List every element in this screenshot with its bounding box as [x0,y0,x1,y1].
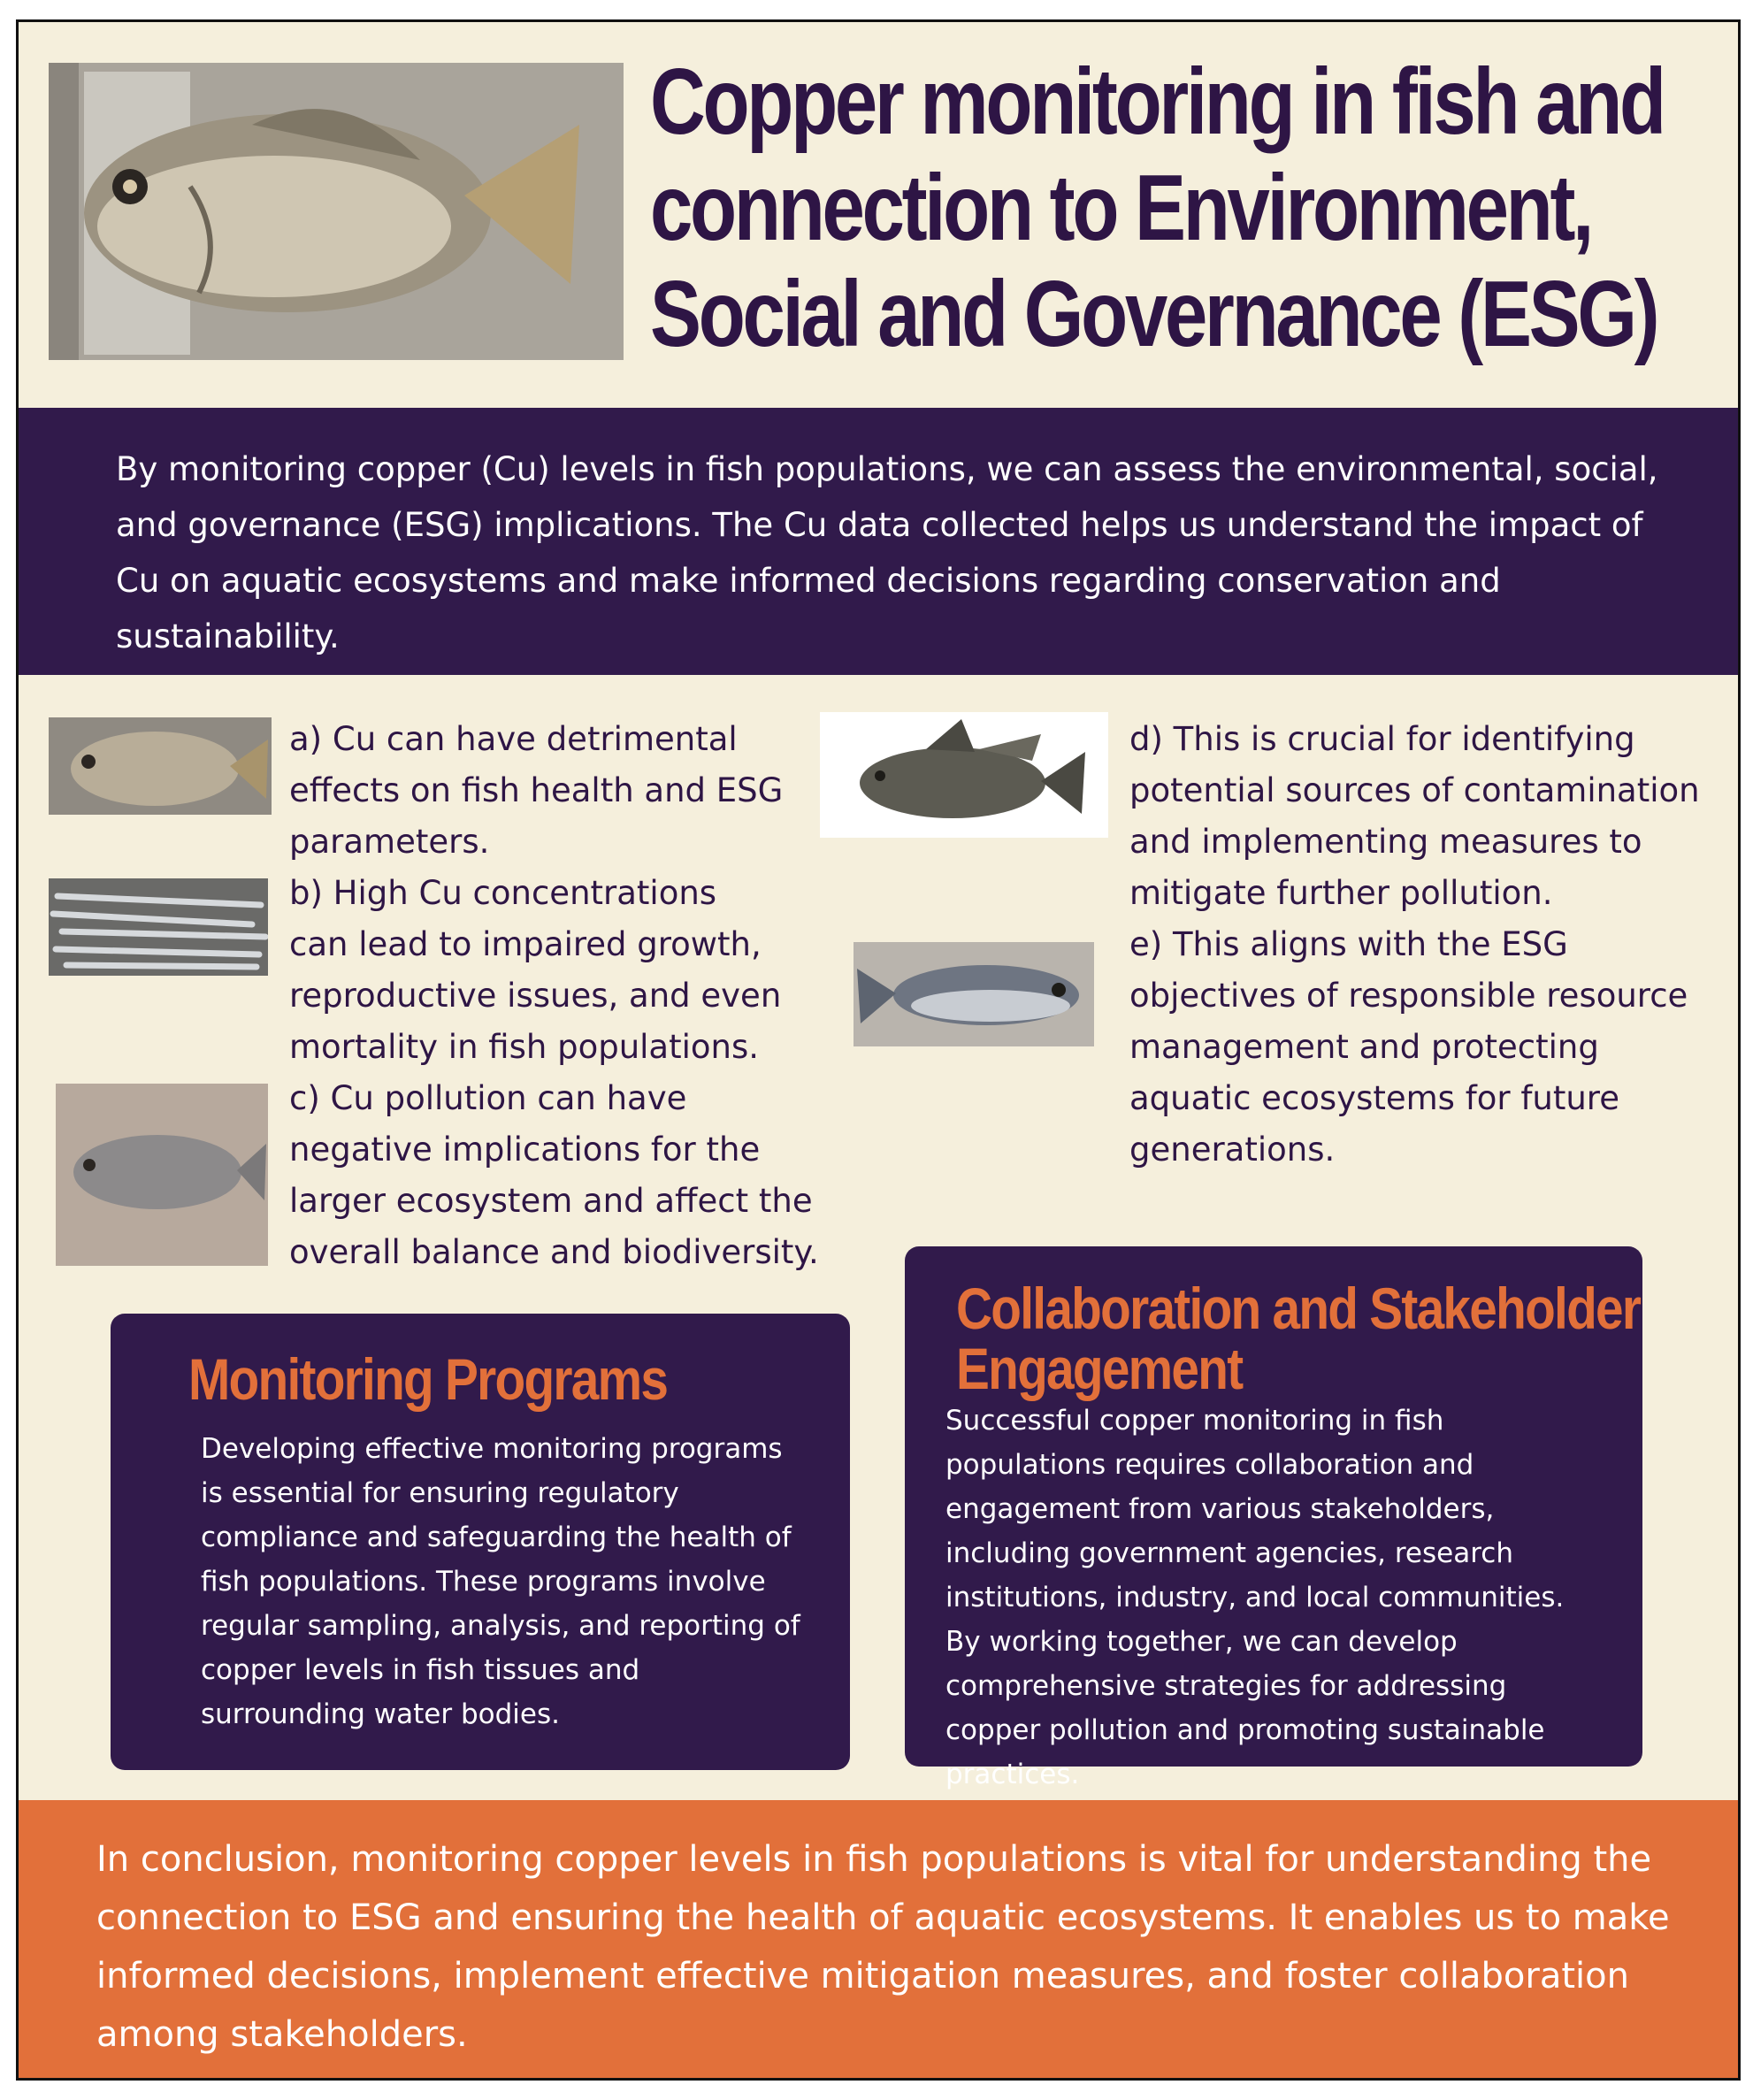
fish-thumbnail-c [56,1084,268,1266]
monitoring-programs-card [111,1314,850,1770]
conclusion-text: In conclusion, monitoring copper levels in fish populations is vital for understanding the connection to ESG and ensuring the health of aquatic ecosystems. It enables us to make informed decisions, implement effective mitigation measures, and foster collaboration among stakeholders. [96,1839,1670,2055]
point-b-text: b) High Cu concentrations can lead to impaired growth, reproductive issues, and even mortality in fish populations. [289,874,782,1066]
collaboration-card [905,1246,1642,1790]
hero-fish-photo [49,63,624,360]
collaboration-text: Successful copper monitoring in fish populations requires collaboration and engagement from various stakeholders, including government agencies, research institutions, industry, and local communities. By working together, we can develop comprehensive strategies for addressing copper pollution and promoting sustainable practices. [945,1405,1565,1790]
point-d-text: d) This is crucial for identifying potential sources of contamination and implementing measures to mitigate further pollution. [1129,720,1700,912]
point-a-text: a) Cu can have detrimental effects on fish health and ESG parameters. [289,720,784,861]
title-line-1: Copper monitoring in fish and [650,50,1664,154]
title-line-2: connection to Environment, [650,156,1592,260]
fish-thumbnail-d [820,712,1108,838]
conclusion-band [19,1800,1738,2078]
fish-thumbnail-a [49,717,272,815]
title-line-3: Social and Governance (ESG) [650,262,1657,366]
fish-thumbnail-b [49,878,268,976]
collaboration-title-line-2: Engagement [956,1336,1243,1401]
poster [16,19,1741,2081]
intro-band [19,408,1738,675]
point-e-text: e) This aligns with the ESG objectives of responsible resource management and protecting aquatic ecosystems for future generations. [1129,925,1688,1169]
point-c-text: c) Cu pollution can have negative implications for the larger ecosystem and affect the overall balance and biodiversity. [289,1079,819,1271]
poster-title [650,49,1709,367]
monitoring-programs-title: Monitoring Programs [188,1346,668,1412]
fish-thumbnail-e [854,942,1094,1046]
monitoring-programs-text: Developing effective monitoring programs is essential for ensuring regulatory compliance and safeguarding the health of fish populations. These programs involve regular sampling, analysis, and reporting of copper levels in fish tissues and surrounding water bodies. [201,1433,800,1730]
intro-text: By monitoring copper (Cu) levels in fish populations, we can assess the environmental, social, and governance (ESG) implications. The Cu data collected helps us understand the impact of Cu on aquatic ecosystems and make informed decisions regarding conservation and sustainability. [116,450,1658,655]
collaboration-title [956,1278,1641,1399]
collaboration-title-line-1: Collaboration and Stakeholder [956,1276,1641,1341]
